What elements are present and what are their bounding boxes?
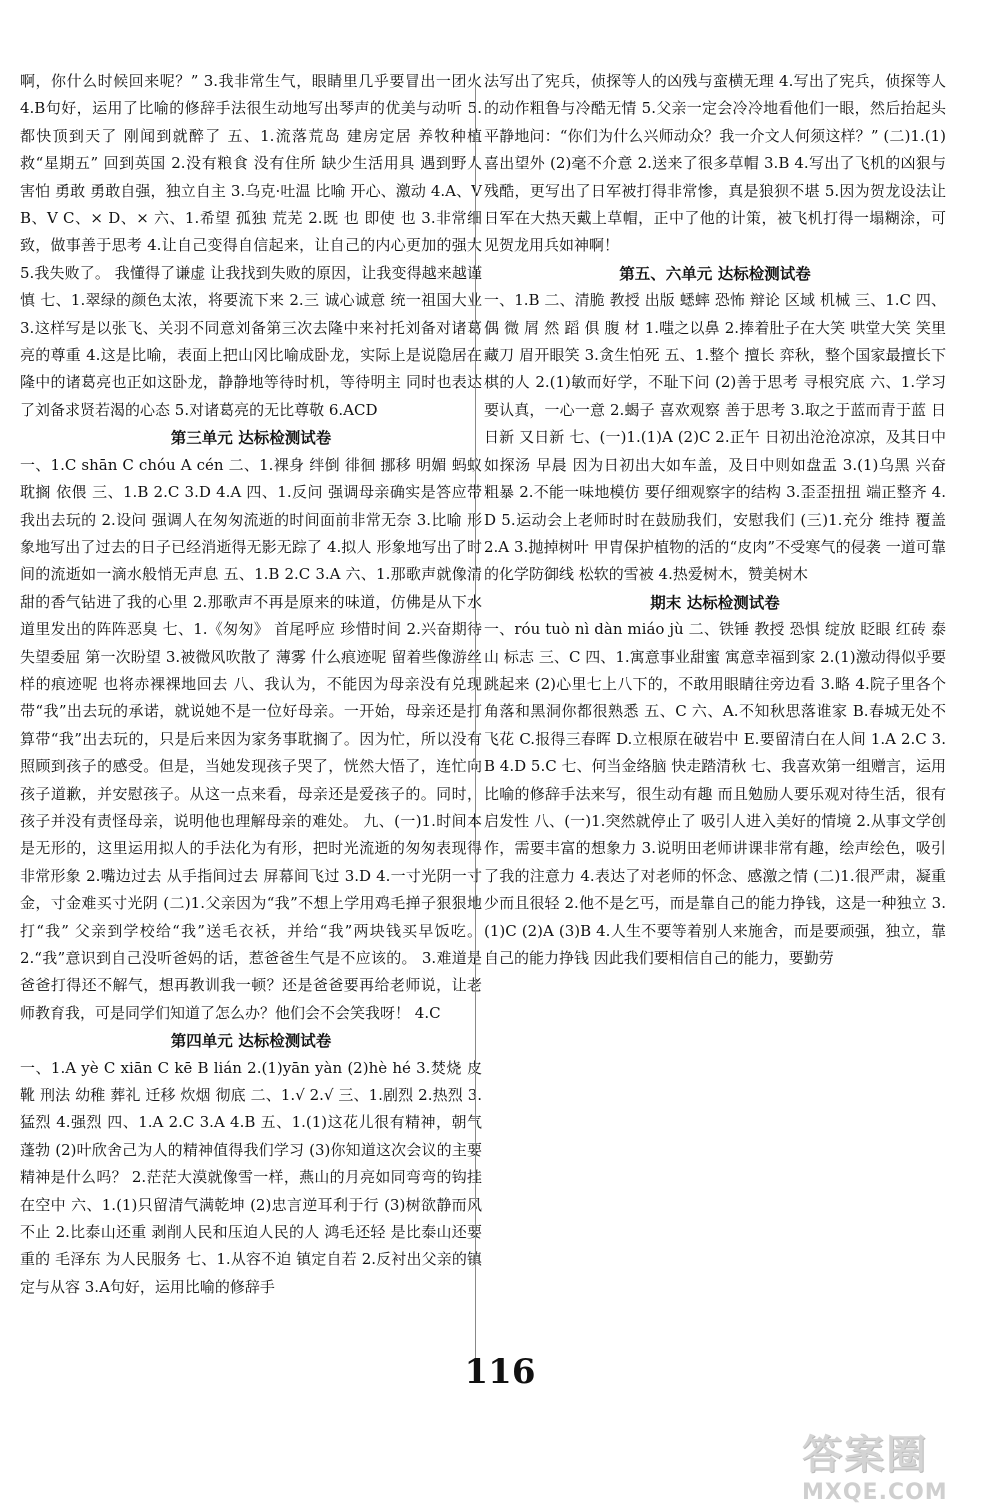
- column-divider: [475, 80, 476, 1370]
- answer-paragraph: 啊，你什么时候回来呢？” 3.我非常生气，眼睛里几乎要冒出一团火 4.B句好，运用了比喻的修辞手法很生动地写出琴声的优美与动听 5.都快顶到天了 刚闻到就醉了 五、1.流落荒岛 建房定居 养牧种植 救“星期五” 回到英国 2.没有粮食 没有住所 缺少生活用具 遇到野人 害怕 勇敢 勇敢自强，独立自主 3.乌克·吐温 比喻 开心、激动 4.A、V B、V C、× D、× 六、1.希望 孤独 荒芜 2.既 也 即使 也 3.非常细致，做事善于思考 4.让自己变得自信起来，让自己的内心更加的强大 5.我失败了。 我懂得了谦虚 让我找到失败的原因，让我变得越来越谨慎 七、1.翠绿的颜色太浓，将要流下来 2.三 诚心诚意 统一祖国大业 3.这样写是以张飞、关羽不同意刘备第三次去隆中来衬托刘备对诸葛亮的尊重 4.这是比喻，表面上把山冈比喻成卧龙，实际上是说隐居在隆中的诸葛亮也正如这卧龙，静静地等待时机，等待明主 同时也表达了刘备求贤若渴的心态 5.对诸葛亮的无比尊敬 6.ACD: [20, 72, 482, 419]
- page-number: 116: [464, 1352, 536, 1392]
- answer-paragraph: 法写出了宪兵，侦探等人的凶残与蛮横无理 4.写出了宪兵，侦探等人的动作粗鲁与冷酷无情 5.父亲一定会冷冷地看他们一眼，然后抬起头平静地问：“你们为什么兴师动众？我一介文人何须这样？” (二)1.(1)喜出望外 (2)毫不介意 2.送来了很多草帽 3.B 4.写出了飞机的凶狠与残酷，更写出了日军被打得非常惨，真是狼狈不堪 5.因为贺龙设法让日军在大热天戴上草帽，正中了他的计策，被飞机打得一塌糊涂，可见贺龙用兵如神啊！: [484, 72, 946, 255]
- watermark-logo: [802, 1423, 992, 1505]
- watermark-url: MXQE.COM: [802, 1480, 948, 1505]
- right-column: [484, 68, 946, 972]
- answer-paragraph: 一、1.C shān C chóu A cén 二、1.裸身 绊倒 徘徊 挪移 明媚 蚂蚁 耽搁 依偎 三、1.B 2.C 3.D 4.A 四、1.反问 强调母亲确实是答应带我出去玩的 2.设问 强调人在匆匆流逝的时间面前非常无奈 3.比喻 形象地写出了过去的日子已经消逝得无影无踪了 4.拟人 形象地写出了时间的流逝如一滴水般悄无声息 五、1.B 2.C 3.A 六、1.那歌声就像清甜的香气钻进了我的心里 2.那歌声不再是原来的味道，仿佛是从下水道里发出的阵阵恶臭 七、1.《匆匆》 首尾呼应 珍惜时间 2.兴奋期待 失望委屈 第一次盼望 3.被微风吹散了 薄雾 什么痕迹呢 留着些像游丝样的痕迹呢 也将赤裸裸地回去 八、我认为，不能因为母亲没有兑现带“我”出去玩的承诺，就说她不是一位好母亲。一开始，母亲还是打算带“我”出去玩的，只是后来因为家务事耽搁了。因为忙，所以没有照顾到孩子的感受。但是，当她发现孩子哭了，恍然大悟了，连忙向孩子道歉，并安慰孩子。从这一点来看，母亲还是爱孩子的。同时，孩子并没有责怪母亲，说明他也理解母亲的难处。 九、(一)1.时间本是无形的，这里运用拟人的手法化为有形，把时光流逝的匆匆表现得非常形象 2.嘴边过去 从手指间过去 屏幕间飞过 3.D 4.一寸光阴一寸金，寸金难买寸光阴 (二)1.父亲因为“我”不想上学用鸡毛掸子狠狠地打“我” 父亲到学校给“我”送毛衣袄，并给“我”两块钱买早饭吃。 2.“我”意识到自己没听爸妈的话，惹爸爸生气是不应该的。 3.难道是爸爸打得还不解气，想再教训我一顿？还是爸爸要再给老师说，让老师教育我，可是同学们知道了怎么办？他们会不会笑我呀！ 4.C: [20, 455, 482, 1022]
- section-title-final: 期末 达标检测试卷: [650, 592, 780, 612]
- answer-paragraph: 一、róu tuò nì dàn miáo jù 二、铁锤 教授 恐惧 绽放 眨眼 红砖 泰山 标志 三、C 四、1.寓意事业甜蜜 寓意幸福到家 2.(1)激动得似乎要跳起来 (2)心里七上八下的，不敢用眼睛往旁边看 3.略 4.院子里各个角落和黑洞你都很熟悉 五、C 六、A.不知秋思落谁家 B.春城无处不飞花 C.报得三春晖 D.立根原在破岩中 E.要留清白在人间 1.A 2.C 3.B 4.D 5.C 七、何当金络脑 快走踏清秋 七、我喜欢第一组赠言，运用比喻的修辞手法来写，很生动有趣 而且勉励人要乐观对待生活，很有启发性 八、(一)1.突然就停止了 吸引人进入美好的情境 2.从事文学创作，需要丰富的想象力 3.说明田老师讲课非常有趣，绘声绘色，吸引了我的注意力 4.表达了对老师的怀念、感激之情 (二)1.很严肃，凝重 少而且很轻 2.他不是乞丐，而是靠自己的能力挣钱，这是一种独立 3.(1)C (2)A (3)B 4.人生不要等着别人来施舍，而是要顽强，独立，靠自己的能力挣钱 因此我们要相信自己的能力，要勤劳: [484, 620, 946, 967]
- section-title-unit-5-6: 第五、六单元 达标检测试卷: [619, 263, 811, 283]
- watermark-logo-text: 答案圈: [802, 1432, 928, 1478]
- section-title-unit-4: 第四单元 达标检测试卷: [170, 1031, 332, 1051]
- answer-paragraph: 一、1.B 二、清脆 教授 出版 蟋蟀 恐怖 辩论 区域 机械 三、1.C 四、偶 微 屑 然 蹈 俱 腹 材 1.嗤之以鼻 2.捧着肚子在大笑 哄堂大笑 笑里藏刀 眉开眼笑 3.贪生怕死 五、1.整个 擅长 弈秋，整个国家最擅长下棋的人 2.(1)敏而好学，不耻下问 (2)善于思考 寻根究底 六、1.学习要认真，一心一意 2.蝎子 喜欢观察 善于思考 3.取之于蓝而青于蓝 日日新 又日新 七、(一)1.(1)A (2)C 2.正午 日初出沧沧凉凉，及其日中如探汤 早晨 因为日初出大如车盖，及日中则如盘盂 3.(1)乌黑 兴奋 粗暴 2.不能一味地模仿 要仔细观察字的结构 3.歪歪扭扭 端正整齐 4.D 5.运动会上老师时时在鼓励我们，安慰我们 (三)1.充分 维持 覆盖 2.A 3.抛掉树叶 甲胄保护植物的活的“皮肉”不受寒气的侵袭 一道可靠的化学防御线 松软的雪被 4.热爱树木，赞美树木: [484, 291, 946, 584]
- left-column: [20, 68, 482, 1301]
- section-title-unit-3: 第三单元 达标检测试卷: [170, 428, 332, 448]
- answer-paragraph: 一、1.A yè C xiān C kē B lián 2.(1)yān yàn (2)hè hé 3.焚烧 皮靴 刑法 幼稚 葬礼 迁移 炊烟 彻底 二、1.√ 2.√ 三、1.剧烈 2.热烈 3.猛烈 4.强烈 四、1.A 2.C 3.A 4.B 五、1.(1)这花儿很有精神，朝气蓬勃 (2)叶欣舍己为人的精神值得我们学习 (3)你知道这次会议的主要精神是什么吗？ 2.茫茫大漠就像雪一样，燕山的月亮如同弯弯的钩挂在空中 六、1.(1)只留清气满乾坤 (2)忠言逆耳利于行 (3)树欲静而风不止 2.比泰山还重 剥削人民和压迫人民的人 鸿毛还轻 是比泰山还要重的 毛泽东 为人民服务 七、1.从容不迫 镇定自若 2.反衬出父亲的镇定与从容 3.A句好，运用比喻的修辞手: [20, 1058, 482, 1296]
